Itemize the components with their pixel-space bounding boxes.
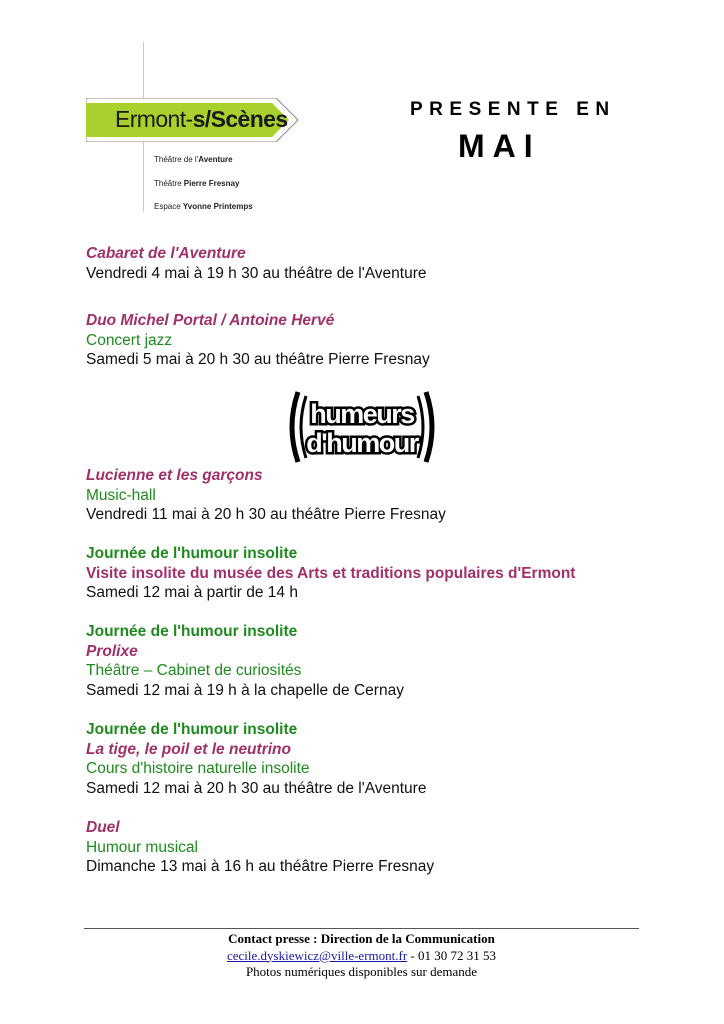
logo-name [115,106,288,133]
event-lucienne [86,466,446,525]
event-genre: Music-hall [86,486,156,504]
event-date: Samedi 12 mai à 19 h à la chapelle de Cernay [86,681,404,699]
venue-prefix: Théâtre [154,179,184,188]
event-title: Lucienne et les garçons [86,467,263,484]
event-title: Duel [86,819,120,836]
event-prolixe [86,622,404,700]
venue-printemps [154,202,253,211]
event-cabaret [86,244,426,283]
event-visite-musee [86,544,575,603]
venue-name: Aventure [198,155,233,164]
venue-aventure [154,155,233,164]
venue-fresnay [154,179,239,188]
footer [84,931,639,981]
event-date: Vendredi 4 mai à 19 h 30 au théâtre de l'Aventure [86,264,427,282]
footer-divider [84,928,639,929]
event-date: Vendredi 11 mai à 20 h 30 au théâtre Pierre Fresnay [86,506,446,523]
humour-logo-line1: humeurs [310,399,414,429]
event-series: Journée de l'humour insolite [86,623,298,640]
logo-name-part1: Ermont- [115,106,193,132]
event-genre: Cours d'histoire naturelle insolite [86,760,310,777]
event-duel [86,818,434,877]
event-series: Journée de l'humour insolite [86,545,298,562]
venue-name: Pierre Fresnay [183,179,240,188]
event-duo-portal [86,311,430,370]
venue-prefix: Théâtre de l' [154,155,199,164]
footer-contact: Contact presse : Direction de la Communication [228,931,495,946]
event-title: Prolixe [86,642,138,660]
footer-email-link[interactable]: cecile.dyskiewicz@ville-ermont.fr [226,947,408,963]
venue-name: Yvonne Printemps [182,202,253,211]
header-presente: PRESENTE EN [410,99,616,120]
footer-contact-line [84,948,639,965]
header-month: MAI [458,128,541,164]
event-tige-poil [86,720,426,798]
event-title: Cabaret de l'Aventure [86,245,246,262]
event-genre: Théâtre – Cabinet de curiosités [86,662,302,679]
event-date: Samedi 12 mai à 20 h 30 au théâtre de l'Aventure [86,779,427,797]
logo-name-part2: s/Scènes [192,106,288,132]
humeurs-dhumour-logo [284,390,440,464]
event-title: Visite insolite du musée des Arts et traditions populaires d'Ermont [86,564,576,582]
event-date: Dimanche 13 mai à 16 h au théâtre Pierre Fresnay [86,858,435,875]
footer-photos: Photos numériques disponibles sur demande [245,964,478,979]
venue-prefix: Espace [154,202,183,211]
event-title: Duo Michel Portal / Antoine Hervé [86,312,335,329]
event-date: Samedi 5 mai à 20 h 30 au théâtre Pierre Fresnay [86,351,430,368]
event-title: La tige, le poil et le neutrino [86,740,291,758]
event-date: Samedi 12 mai à partir de 14 h [86,584,298,601]
footer-phone: - 01 30 72 31 53 [407,947,496,963]
event-series: Journée de l'humour insolite [86,721,298,738]
event-genre: Concert jazz [86,331,173,349]
humour-logo-line2: d'humour [306,428,418,458]
event-genre: Humour musical [86,838,198,856]
